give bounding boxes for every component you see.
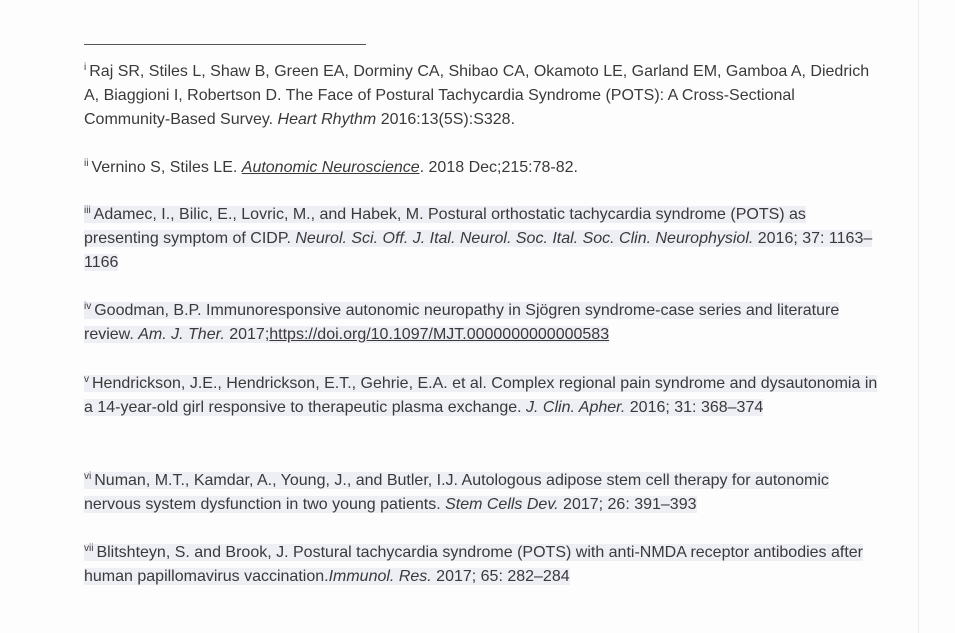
endnote-2 (84, 156, 578, 180)
journal-name: Immunol. Res. (328, 568, 432, 585)
journal-name: Heart Rhythm (277, 111, 377, 128)
endnote-marker: ii (84, 158, 89, 169)
journal-name: Stem Cells Dev. (445, 496, 559, 513)
page-edge (918, 0, 919, 633)
journal-name: Autonomic Neuroscience (241, 159, 420, 176)
endnote-text: Goodman, B.P. Immunoresponsive autonomic neuropathy in Sjögren syndrome-case series and literature review. (84, 302, 840, 343)
endnote-3 (84, 203, 884, 275)
citation-details: . 2018 Dec;215:78-82. (419, 159, 578, 176)
endnote-text: Raj SR, Stiles L, Shaw B, Green EA, Dorminy CA, Shibao CA, Okamoto LE, Garland EM, Gamboa A, Diedrich A, Biaggioni I, Robertson D. The Face of Postural Tachycardia Syndrome (POTS): A Cross-Sectional Community-Based Survey. (84, 63, 870, 128)
doi-link[interactable]: https://doi.org/10.1097/MJT.0000000000000583 (269, 326, 610, 343)
endnote-marker: iii (84, 205, 91, 216)
journal-name: J. Clin. Apher. (526, 399, 626, 416)
journal-name: Am. J. Ther. (138, 326, 225, 343)
endnote-text: Numan, M.T., Kamdar, A., Young, J., and Butler, I.J. Autologous adipose stem cell therapy for autonomic nervous system dysfunction in two young patients. (84, 472, 829, 513)
endnote-text: Vernino S, Stiles LE. (91, 159, 242, 176)
citation-details: 2016; 31: 368–374 (625, 399, 764, 416)
endnote-7 (84, 541, 884, 589)
endnote-1 (84, 60, 884, 132)
citation-details: 2017; 26: 391–393 (558, 496, 697, 513)
endnote-text: Blitshteyn, S. and Brook, J. Postural tachycardia syndrome (POTS) with anti-NMDA receptor antibodies after human papillomavirus vaccination. (84, 544, 863, 585)
endnote-marker: vi (84, 471, 92, 482)
journal-name: Neurol. Sci. Off. J. Ital. Neurol. Soc. Ital. Soc. Clin. Neurophysiol. (295, 230, 754, 247)
endnote-6 (84, 469, 884, 517)
citation-details: 2017; (224, 326, 270, 343)
endnote-text: Adamec, I., Bilic, E., Lovric, M., and Habek, M. Postural orthostatic tachycardia syndrome (POTS) as presenting symptom of CIDP. (84, 206, 806, 247)
endnote-marker: vii (84, 543, 94, 554)
citation-details: 2017; 65: 282–284 (431, 568, 570, 585)
footnote-separator (84, 44, 366, 45)
citation-details: 2016:13(5S):S328. (376, 111, 516, 128)
endnote-marker: iv (84, 301, 92, 312)
endnote-marker: v (84, 374, 89, 385)
endnote-5 (84, 372, 884, 420)
endnote-4 (84, 299, 884, 347)
endnote-text: Hendrickson, J.E., Hendrickson, E.T., Gehrie, E.A. et al. Complex regional pain syndrome and dysautonomia in a 14-year-old girl responsive to therapeutic plasma exchange. (84, 375, 878, 416)
citation-details: 2016; 37: 1163–1166 (84, 230, 873, 271)
endnote-marker: i (84, 62, 87, 73)
